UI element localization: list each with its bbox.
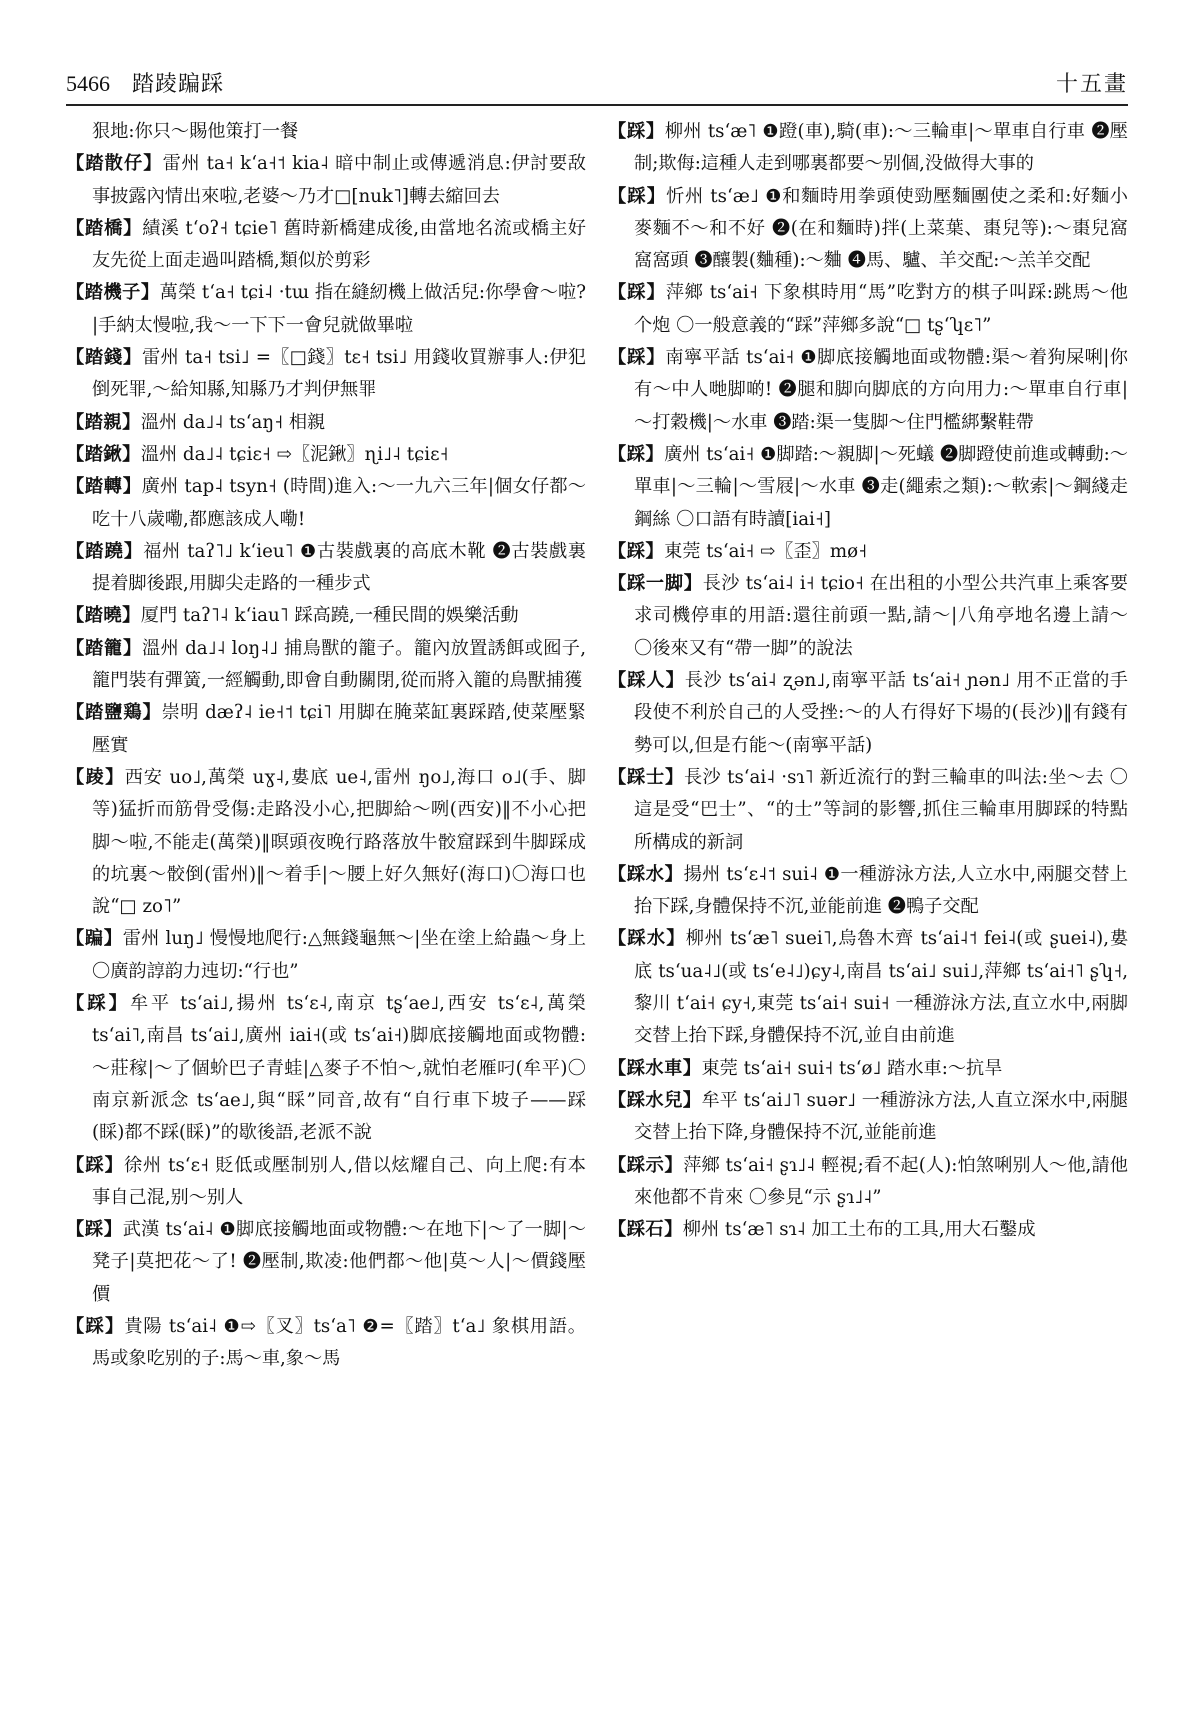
entry-headword: 【踩水】 (608, 863, 684, 885)
entry-headword: 【踏機子】 (66, 282, 160, 304)
entry-text: 雷州 ta˧ tsi˩ =〖□錢〗tɛ˧ tsi˩ 用錢收買辦事人:伊犯倒死罪,～給知縣,知縣乃才判伊無罪 (92, 347, 586, 401)
entry-text: 南寧平話 tsʻai˧ ❶脚底接觸地面或物體:渠～着狗屎唎|你有～中人哋脚啲! ❷腿和脚向脚底的方向用力:～單車自行車|～打穀機|～水車 ❸踏:渠一隻脚～住門檻綁繫鞋帶 (634, 347, 1128, 433)
dictionary-entry (608, 665, 1128, 762)
entry-text: 厦門 taʔ˥˨ kʻiau˥ 踩高蹺,一種民間的娛樂活動 (140, 605, 519, 627)
entry-text: 溫州 da˩˨ tɕiɛ˧ ⇨〖泥鍬〗ɳi˩˨ tɕiɛ˧ (140, 443, 449, 465)
entry-headword: 【踩】 (66, 1154, 125, 1176)
entry-text: 狠地:你只～賜他策打一餐 (92, 121, 299, 142)
entry-headword: 【踩石】 (608, 1219, 683, 1241)
right-column (608, 116, 1128, 1704)
dictionary-entry (608, 1214, 1128, 1246)
entry-text: 徐州 tsʻɛ˧ 貶低或壓制别人,借以炫耀自己、向上爬:有本事自己混,别～别人 (92, 1154, 586, 1208)
dictionary-entry (66, 277, 586, 342)
dictionary-entry (66, 1214, 586, 1311)
dictionary-entry (66, 471, 586, 536)
running-head: 踏踜蹁踩 (132, 72, 225, 97)
page-number: 5466 (66, 71, 110, 96)
entry-text: 牟平 tsʻai˩,揚州 tsʻɛ˨,南京 tʂʻae˩,西安 tsʻɛ˨,萬榮 tsʻai˥,南昌 tsʻai˩,廣州 iai˧(或 tsʻai˧)脚底接觸地面或物體:～莊稼|～了個蚧巴子青蛙|△麥子不怕～,就怕老雁叼(牟平)〇南京新派念 tsʻae˩,與“睬”同音,故有“自行車下坡子——踩(睬)都不踩(睬)”的歇後語,老派不說 (92, 993, 586, 1144)
entry-headword: 【踩】 (66, 993, 131, 1015)
entry-text: 福州 taʔ˥˩ kʻieu˥ ❶古裝戲裏的高底木靴 ❷古裝戲裏提着脚後跟,用脚尖走路的一種步式 (92, 540, 586, 595)
entry-text: 廣州 tap˨ tsyn˧ (時間)進入:～一九六三年|個女仔都～吃十八歲嘞,都應該成人嘞! (92, 476, 586, 530)
entry-text: 長沙 tsʻai˨ ʐən˩,南寧平話 tsʻai˧ ɲən˩ 用不正當的手段使不利於自己的人受挫:～的人冇得好下場的(長沙)‖有錢有勢可以,但是冇能～(南寧平話) (634, 670, 1128, 756)
header-left (66, 67, 224, 98)
dictionary-entry (66, 923, 586, 988)
entry-text: 東莞 tsʻai˧ sui˧ tsʻø˩ 踏水車:～抗旱 (701, 1057, 1003, 1079)
entry-headword: 【踏曉】 (66, 605, 141, 627)
entry-headword: 【踏鍬】 (66, 443, 141, 465)
entry-headword: 【踩人】 (608, 670, 685, 692)
entry-text: 東莞 tsʻai˧ ⇨〖歪〗mø˧ (664, 540, 868, 562)
entry-text: 柳州 tsʻæ˥ suei˥,烏魯木齊 tsʻai˨˦ fei˨(或 ʂuei˨),婁底 tsʻua˨˩(或 tsʻe˨˩)ɕy˨,南昌 tsʻai˩ sui˩,萍鄉 tsʻai˧˥ ʂʮ˧,黎川 tʻai˧ ɕy˧,東莞 tsʻai˧ sui˧ 一種游泳方法,直立水中,兩脚交替上抬下踩,身體保持不沉,並自由前進 (634, 928, 1128, 1047)
page-header (66, 62, 1128, 106)
dictionary-entry (66, 697, 586, 762)
entry-headword: 【踏散仔】 (66, 153, 163, 175)
entry-text: 溫州 da˩˨ loŋ˨˩ 捕鳥獸的籠子。籠內放置誘餌或囮子,籠門裝有彈簧,一經觸動,即會自動關閉,從而將入籠的鳥獸捕獲 (92, 637, 586, 692)
entry-headword: 【踩】 (608, 540, 665, 562)
dictionary-entry (608, 1150, 1128, 1215)
dictionary-entry (66, 633, 586, 698)
dictionary-entry (66, 1150, 586, 1215)
dictionary-entry (608, 342, 1128, 439)
entry-headword: 【踏鹽鶏】 (66, 702, 162, 724)
entry-headword: 【踩】 (66, 1315, 125, 1337)
entry-headword: 【踩】 (608, 347, 666, 369)
dictionary-entry (66, 536, 586, 601)
entry-headword: 【踏轉】 (66, 476, 142, 498)
entry-text: 崇明 dæʔ˨ ie˧˦ tɕi˥ 用脚在腌菜缸裏踩踏,使菜壓緊壓實 (92, 702, 586, 756)
dictionary-entry (66, 342, 586, 407)
dictionary-entry (608, 568, 1128, 665)
dictionary-entry (66, 213, 586, 278)
dictionary-entry (66, 439, 586, 471)
entry-headword: 【踜】 (66, 766, 125, 788)
dictionary-entry (608, 859, 1128, 924)
entry-text: 萬榮 tʻa˧ tɕi˨ ·tɯ 指在縫紉機上做活兒:你學會～啦?|手納太慢啦,我～一下下一會兒就做畢啦 (92, 282, 586, 336)
entry-text: 長沙 tsʻai˨ i˧ tɕio˧ 在出租的小型公共汽車上乘客要求司機停車的用語:還往前頭一點,請～|八角亭地名邊上請～ 〇後來又有“帶一脚”的說法 (634, 573, 1128, 659)
entry-text: 武漢 tsʻai˨ ❶脚底接觸地面或物體:～在地下|～了一脚|～凳子|莫把花～了! ❷壓制,欺凌:他們都～他|莫～人|～價錢壓價 (92, 1219, 586, 1305)
entry-headword: 【踩士】 (608, 766, 685, 788)
dictionary-entry (66, 148, 586, 213)
entry-headword: 【踏橋】 (66, 217, 143, 239)
entry-headword: 【踏親】 (66, 411, 141, 433)
dictionary-entry (608, 277, 1128, 342)
dictionary-entry (608, 762, 1128, 859)
entry-text: 貴陽 tsʻai˨ ❶⇨〖叉〗tsʻa˥ ❷=〖踏〗tʻa˩ 象棋用語。馬或象吃别的子:馬～車,象～馬 (92, 1315, 586, 1370)
dictionary-entry (66, 407, 586, 439)
entry-headword: 【踩】 (608, 282, 666, 304)
dictionary-entry (608, 1053, 1128, 1085)
entry-headword: 【踩】 (608, 443, 665, 465)
dictionary-entry (66, 116, 586, 148)
entry-text: 雷州 luŋ˩ 慢慢地爬行:△無錢龜無～|坐在塗上給蟲～身上 〇廣韵諄韵力迍切:“行也” (92, 928, 586, 982)
entry-text: 溫州 da˩˨ tsʻaŋ˧ 相親 (140, 411, 326, 433)
entry-headword: 【踏錢】 (66, 347, 142, 369)
entry-headword: 【踩水兒】 (608, 1089, 702, 1111)
entry-headword: 【蹁】 (66, 928, 123, 950)
dictionary-entry (608, 1085, 1128, 1150)
entry-text: 長沙 tsʻai˨ ·sɿ˥ 新近流行的對三輪車的叫法:坐～去 〇這是受“巴士”、“的士”等詞的影響,抓住三輪車用脚踩的特點所構成的新詞 (634, 766, 1128, 853)
entry-headword: 【踏籠】 (66, 637, 143, 659)
dictionary-entry (66, 1311, 586, 1376)
dictionary-entry (608, 439, 1128, 536)
dictionary-entry (66, 762, 586, 923)
entry-headword: 【踩示】 (608, 1154, 684, 1176)
entry-text: 揚州 tsʻɛ˨˦ sui˨ ❶一種游泳方法,人立水中,兩腿交替上抬下踩,身體保持不沉,並能前進 ❷鴨子交配 (634, 863, 1128, 918)
entry-text: 柳州 tsʻæ˥ ❶蹬(車),騎(車):～三輪車|～單車自行車 ❷壓制;欺侮:這種人走到哪裏都要～别個,没做得大事的 (634, 121, 1128, 175)
entry-headword: 【踩一脚】 (608, 573, 703, 595)
section-label: 十五畫 (1055, 72, 1128, 97)
dictionary-entry (608, 536, 1128, 568)
dictionary-entry (608, 116, 1128, 181)
entry-text: 績溪 tʻoʔ˧ tɕie˥ 舊時新橋建成後,由當地名流或橋主好友先從上面走過叫踏橋,類似於剪彩 (92, 217, 586, 272)
entry-text: 西安 uo˩,萬榮 uɣ˨,婁底 ue˨,雷州 ŋo˩,海口 o˩(手、脚等)猛折而筋骨受傷:走路没小心,把脚給～咧(西安)‖不小心把脚～啦,不能走(萬榮)‖暝頭夜晚行路落放牛骹窟踩到牛脚踩成的坑裏～骹倒(雷州)‖～着手|～腰上好久無好(海口)〇海口也說“□ zo˥” (92, 766, 586, 918)
entry-headword: 【踩水】 (608, 928, 686, 950)
entry-text: 雷州 ta˧ kʻa˧˦ kia˨ 暗中制止或傳遞消息:伊討要敌事披露內情出來啦,老婆～乃才□[nuk˥]轉去縮回去 (92, 153, 586, 207)
entry-headword: 【踩】 (608, 185, 667, 207)
entry-headword: 【踩】 (608, 121, 665, 142)
entry-headword: 【踩】 (66, 1219, 123, 1241)
entry-text: 牟平 tsʻai˩˥ suər˩ 一種游泳方法,人直立深水中,兩腿交替上抬下降,身體保持不沉,並能前進 (634, 1089, 1128, 1144)
entry-headword: 【踩水車】 (608, 1057, 702, 1079)
entry-text: 柳州 tsʻæ˥ sɿ˨ 加工土布的工具,用大石鑿成 (682, 1219, 1036, 1241)
dictionary-entry (66, 600, 586, 632)
entry-headword: 【踏蹺】 (66, 540, 144, 562)
entry-text: 萍鄉 tsʻai˧ 下象棋時用“馬”吃對方的棋子叫踩:跳馬～他个炮 〇一般意義的“踩”萍鄉多說“□ tʂʻʮɛ˥” (634, 282, 1128, 336)
entry-text: 忻州 tsʻæ˩ ❶和麵時用拳頭使勁壓麵團使之柔和:好麵小麥麵不～和不好 ❷(在和麵時)拌(上菜葉、棗兒等):～棗兒窩窩窩頭 ❸釀製(麯種):～麯 ❹馬、驢、羊交配:～羔羊交配 (634, 185, 1128, 272)
left-column (66, 116, 586, 1704)
entry-text: 廣州 tsʻai˧ ❶脚踏:～親脚|～死蟻 ❷脚蹬使前進或轉動:～單車|～三輪|～雪屐|～水車 ❸走(繩索之類):～軟索|～鋼綫走鋼絲 〇口語有時讀[iai˧] (634, 443, 1128, 530)
dictionary-columns (66, 116, 1128, 1704)
entry-text: 萍鄉 tsʻai˧ ʂɿ˩˨ 輕視;看不起(人):怕煞唎别人～他,請他來他都不肯來 〇參見“示 ʂɿ˩˨” (634, 1154, 1128, 1208)
dictionary-entry (66, 988, 586, 1149)
dictionary-entry (608, 923, 1128, 1052)
dictionary-entry (608, 181, 1128, 278)
